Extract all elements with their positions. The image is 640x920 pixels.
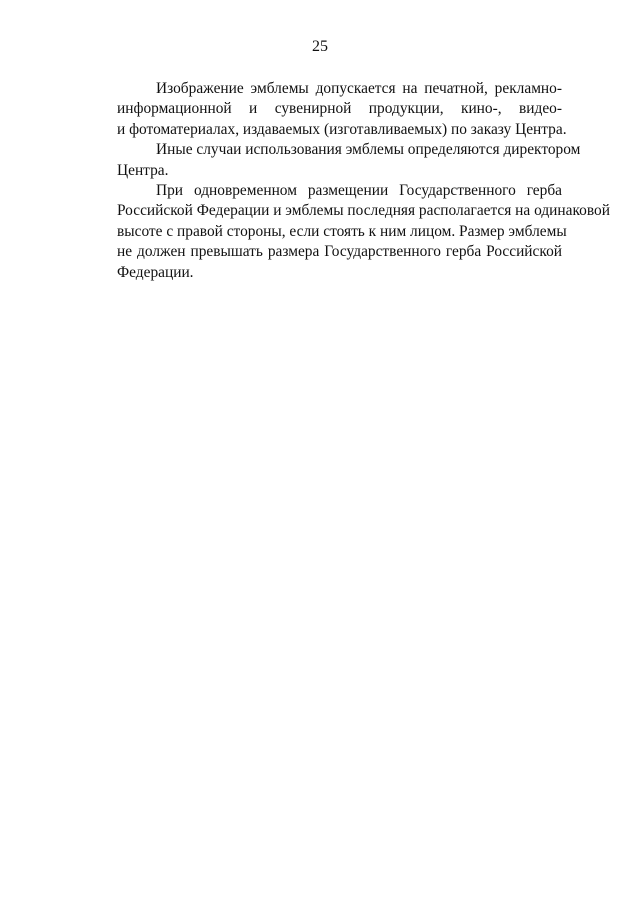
page-number: 25 — [312, 38, 328, 55]
text-line: информационной и сувенирной продукции, кино-, видео- — [117, 100, 562, 118]
text-line: и фотоматериалах, издаваемых (изготавливаемых) по заказу Центра. — [117, 120, 567, 138]
paragraph-emblem-usage — [78, 79, 567, 140]
document-body — [78, 79, 610, 283]
text-line: высоте с правой стороны, если стоять к ним лицом. Размер эмблемы — [117, 222, 567, 240]
text-line: не должен превышать размера Государственного герба Российской — [117, 243, 562, 261]
text-line: Изображение эмблемы допускается на печатной, рекламно- — [156, 80, 562, 97]
text-line: Иные случаи использования эмблемы определяются директором — [156, 141, 581, 159]
text-line: При одновременном размещении Государственного герба — [156, 182, 562, 200]
text-line: Российской Федерации и эмблемы последняя располагается на одинаковой — [117, 202, 610, 220]
text-line: Федерации. — [117, 263, 194, 281]
paragraph-other-cases — [78, 140, 581, 181]
paragraph-placement-rules — [78, 181, 610, 283]
text-line: Центра. — [117, 161, 169, 179]
